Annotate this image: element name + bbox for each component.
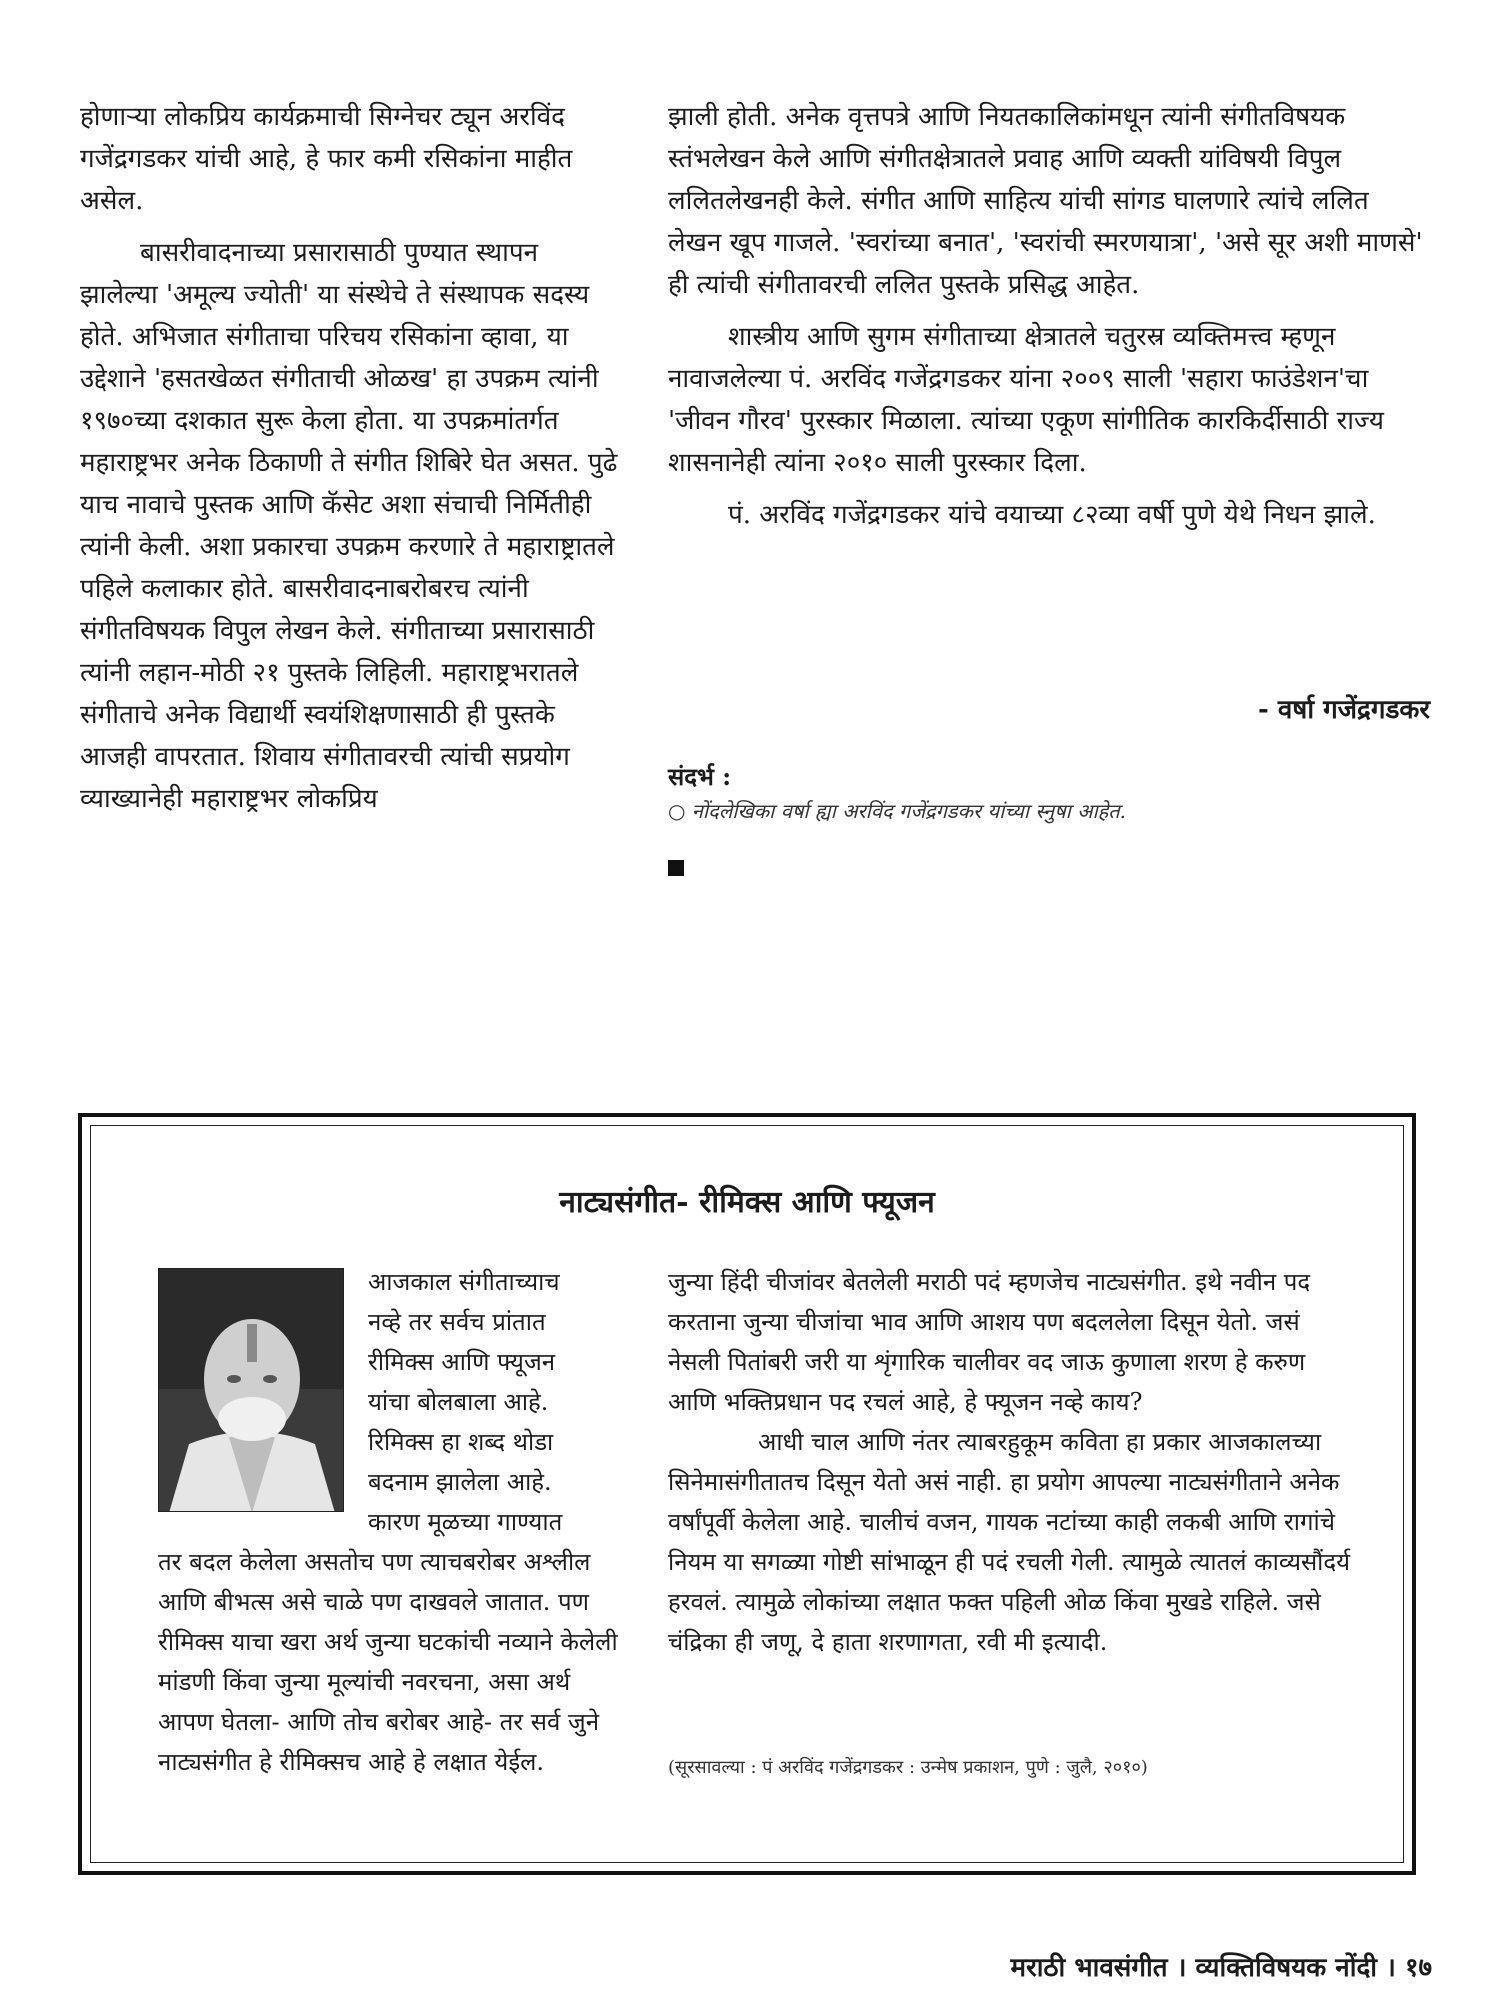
box-paragraph: आजकाल संगीताच्याच नव्हे तर सर्वच प्रांतात रीमिक्स आणि फ्यूजन यांचा बोलबाला आहे. रिमिक्स हा शब्द थोडा बदनाम झालेला आहे. कारण मूळच्या गाण्यात: [368, 1268, 563, 1536]
box-paragraph: तर बदल केलेला असतोच पण त्याचबरोबर अश्लील आणि बीभत्स असे चाळे पण दाखवले जातात. पण रीमिक्स याचा खरा अर्थ जुन्या घटकांची नव्याने केलेली मांडणी किंवा जुन्या मूल्यांची नवरचना, असा अर्थ आपण घेतला- आणि तोच बरोबर आहे- तर सर्व जुने नाट्यसंगीत हे रीमिक्सच आहे हे लक्षात येईल.: [158, 1548, 618, 1776]
reference-item: ○ नोंदलेखिका वर्षा ह्या अरविंद गजेंद्रगडकर यांच्या स्नुषा आहेत.: [668, 799, 1127, 823]
article-paragraph: होणाऱ्या लोकप्रिय कार्यक्रमाची सिग्नेचर ट्यून अरविंद गजेंद्रगडकर यांची आहे, हे फार कमी रसिकांना माहीत असेल.: [80, 102, 573, 216]
article-paragraph: पं. अरविंद गजेंद्रगडकर यांचे वयाच्या ८२व्या वर्षी पुणे येथे निधन झाले.: [728, 500, 1376, 530]
article-right-column: [668, 96, 1428, 546]
box-text-beside-photo: [368, 1262, 600, 1542]
box-text-below-photo: [158, 1542, 620, 1782]
feature-box-title: नाट्यसंगीत- रीमिक्स आणि फ्यूजन: [559, 1185, 935, 1220]
article-paragraph: बासरीवादनाच्या प्रसारासाठी पुण्यात स्थापन झालेल्या 'अमूल्य ज्योती' या संस्थेचे ते संस्थापक सदस्य होते. अभिजात संगीताचा परिचय रसिकांना व्हावा, या उद्देशाने 'हसतखेळत संगीताची ओळख' हा उपक्रम त्यांनी १९७०च्या दशकात सुरू केला होता. या उपक्रमांतर्गत महाराष्ट्रभर अनेक ठिकाणी ते संगीत शिबिरे घेत असत. पुढे याच नावाचे पुस्तक आणि कॅसेट अशा संचाची निर्मितीही त्यांनी केली. अशा प्रकारचा उपक्रम करणारे ते महाराष्ट्रातले पहिले कलाकार होते. बासरीवादनाबरोबरच त्यांनी संगीतविषयक विपुल लेखन केले. संगीताच्या प्रसारासाठी त्यांनी लहान-मोठी २१ पुस्तके लिहिली. महाराष्ट्रभरातले संगीताचे अनेक विद्यार्थी स्वयंशिक्षणासाठी ही पुस्तके आजही वापरतात. शिवाय संगीतावरची त्यांची सप्रयोग व्याख्यानेही महाराष्ट्रभर लोकप्रिय: [80, 238, 618, 814]
page-footer: मराठी भावसंगीत । व्यक्तिविषयक नोंदी । १७: [1010, 1953, 1432, 1983]
box-citation: (सूरसावल्या : पं अरविंद गजेंद्रगडकर : उन्मेष प्रकाशन, पुणे : जुलै, २०१०): [668, 1757, 1148, 1778]
box-right-column: [668, 1262, 1358, 1662]
end-of-article-mark: [668, 860, 684, 876]
author-signature: - वर्षा गजेंद्रगडकर: [1258, 695, 1430, 725]
references-section: [668, 760, 1428, 824]
box-paragraph: आधी चाल आणि नंतर त्याबरहुकूम कविता हा प्रकार आजकालच्या सिनेमासंगीतातच दिसून येतो असं नाही. हा प्रयोग आपल्या नाट्यसंगीताने अनेक वर्षांपूर्वी केलेला आहे. चालीचं वजन, गायक नटांच्या काही लकबी आणि रागांचे नियम या सगळ्या गोष्टी सांभाळून ही पदं रचली गेली. त्यामुळे त्यातलं काव्यसौंदर्य हरवलं. त्यामुळे लोकांच्या लक्षात फक्त पहिली ओळ किंवा मुखडे राहिले. जसे चंद्रिका ही जणू, दे हाता शरणागता, रवी मी इत्यादी.: [668, 1428, 1351, 1656]
references-heading: संदर्भ :: [668, 762, 732, 791]
article-paragraph: झाली होती. अनेक वृत्तपत्रे आणि नियतकालिकांमधून त्यांनी संगीतविषयक स्तंभलेखन केले आणि संगीतक्षेत्रातले प्रवाह आणि व्यक्ती यांविषयी विपुल ललितलेखनही केले. संगीत आणि साहित्य यांची सांगड घालणारे त्यांचे ललित लेखन खूप गाजले. 'स्वरांच्या बनात', 'स्वरांची स्मरणयात्रा', 'असे सूर अशी माणसे' ही त्यांची संगीतावरची ललित पुस्तके प्रसिद्ध आहेत.: [668, 102, 1423, 300]
article-left-column: [80, 96, 620, 830]
article-paragraph: शास्त्रीय आणि सुगम संगीताच्या क्षेत्रातले चतुरस्र व्यक्तिमत्त्व म्हणून नावाजलेल्या पं. अरविंद गजेंद्रगडकर यांना २००९ साली 'सहारा फाउंडेशन'चा 'जीवन गौरव' पुरस्कार मिळाला. त्यांच्या एकूण सांगीतिक कारकिर्दीसाठी राज्य शासनानेही त्यांना २०१० साली पुरस्कार दिला.: [668, 322, 1384, 478]
box-paragraph: जुन्या हिंदी चीजांवर बेतलेली मराठी पदं म्हणजेच नाट्यसंगीत. इथे नवीन पद करताना जुन्या चीजांचा भाव आणि आशय पण बदललेला दिसून येतो. जसं नेसली पितांबरी जरी या शृंगारिक चालीवर वद जाऊ कुणाला शरण हे करुण आणि भक्तिप्रधान पद रचलं आहे, हे फ्यूजन नव्हे काय?: [668, 1268, 1311, 1416]
portrait-photo: [158, 1268, 344, 1512]
